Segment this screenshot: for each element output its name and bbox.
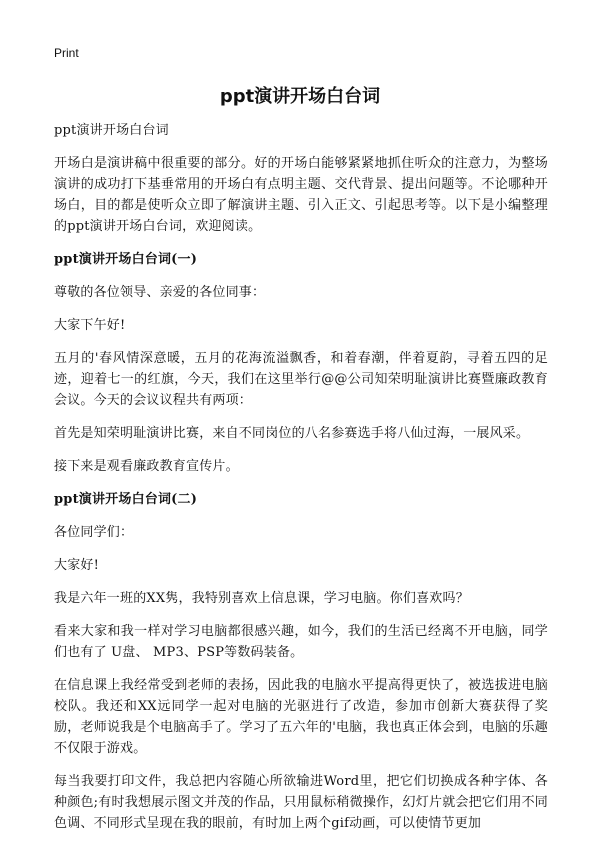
- body-paragraph: 五月的'春风情深意暖，五月的花海流溢飘香，和着春潮，伴着夏韵，寻着五四的足迹，迎着七一的红旗，今天，我们在这里举行@@公司知荣明耻演讲比赛暨廉政教育会议。今天的会议议程共有两项：: [54, 351, 548, 408]
- body-paragraph: 我是六年一班的XX隽，我特别喜欢上信息课，学习电脑。你们喜欢吗？: [54, 591, 469, 606]
- section-heading-1: ppt演讲开场白台词(一): [54, 252, 198, 267]
- body-paragraph: 在信息课上我经常受到老师的表扬，因此我的电脑水平提高得更快了，被选拔进电脑校队。我还和XX远同学一起对电脑的光驱进行了改造，参加市创新大赛获得了奖励，老师说我是个电脑高手了。学习了五六年的'电脑，我也真正体会到，电脑的乐趣不仅限于游戏。: [54, 678, 548, 756]
- intro-paragraph: 开场白是演讲稿中很重要的部分。好的开场白能够紧紧地抓住听众的注意力，为整场演讲的成功打下基垂常用的开场白有点明主题、交代背景、提出问题等。不论哪种开场白，目的都是使听众立即了解演讲主题、引入正文、引起思考等。以下是小编整理的ppt演讲开场白台词，欢迎阅读。: [54, 156, 548, 234]
- body-paragraph: 每当我要打印文件，我总把内容随心所欲输进Word里，把它们切换成各种字体、各种颜色;有时我想展示图文并茂的作品，只用鼠标稍微操作，幻灯片就会把它们用不同色调、不同形式呈现在我的眼前，有时加上两个gif动画，可以使情节更加: [54, 774, 548, 831]
- subtitle-paragraph: ppt演讲开场白台词: [54, 123, 169, 138]
- greeting-paragraph: 尊敬的各位领导、亲爱的各位同事：: [54, 285, 266, 300]
- greeting-paragraph: 大家好!: [54, 558, 100, 573]
- body-paragraph: 首先是知荣明耻演讲比赛，来自不同岗位的八名参赛选手将八仙过海，一展风采。: [54, 426, 530, 441]
- print-label: Print: [54, 46, 79, 60]
- document-body: [54, 120, 548, 846]
- greeting-paragraph: 大家下午好!: [54, 318, 126, 333]
- greeting-paragraph: 各位同学们：: [54, 525, 134, 540]
- body-paragraph: 看来大家和我一样对学习电脑都很感兴趣，如今，我们的生活已经离不开电脑，同学们也有了 U盘、 MP3、PSP等数码装备。: [54, 624, 548, 660]
- body-paragraph: 接下来是观看廉政教育宣传片。: [54, 459, 239, 474]
- section-heading-2: ppt演讲开场白台词(二): [54, 492, 198, 507]
- page-title: ppt演讲开场白台词: [219, 86, 381, 107]
